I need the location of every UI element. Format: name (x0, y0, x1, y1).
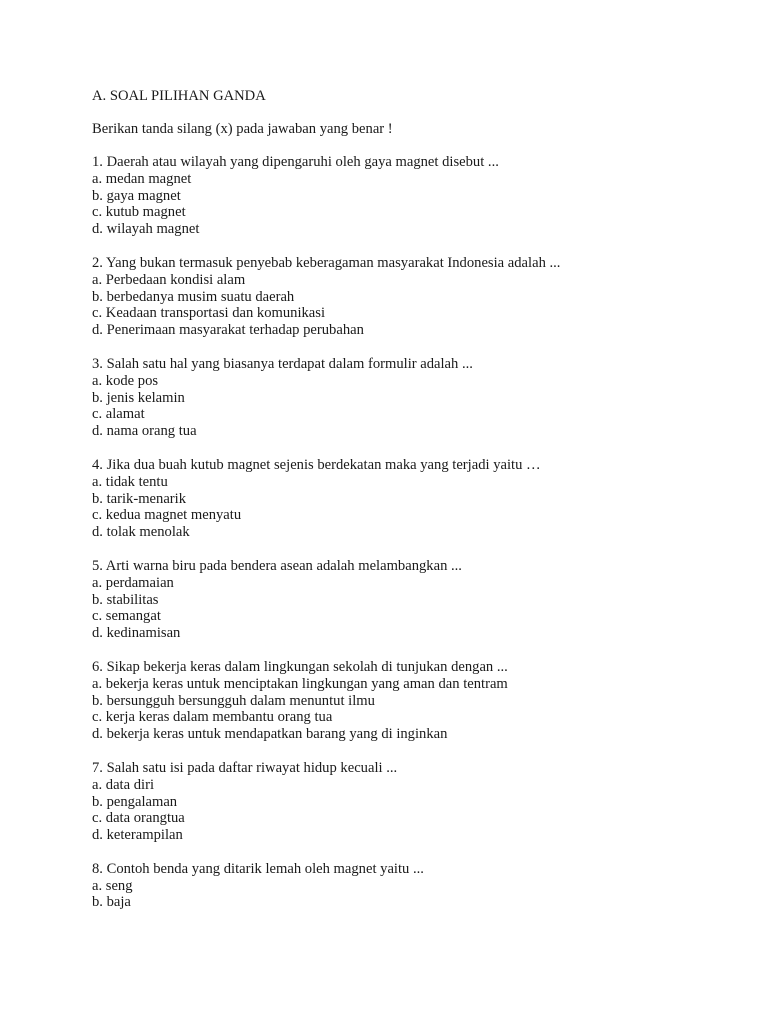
option-b: b. baja (92, 894, 131, 911)
question-7 (92, 760, 732, 844)
option-a: a. Perbedaan kondisi alam (92, 271, 246, 288)
option-a: a. medan magnet (92, 170, 192, 187)
question-text: 2. Yang bukan termasuk penyebab keberagaman masyarakat Indonesia adalah ... (92, 254, 561, 271)
question-text: 6. Sikap bekerja keras dalam lingkungan sekolah di tunjukan dengan ... (92, 658, 508, 675)
question-2 (92, 255, 732, 339)
option-c: c. kerja keras dalam membantu orang tua (92, 709, 333, 726)
option-d: d. kedinamisan (92, 625, 181, 642)
question-text: 3. Salah satu hal yang biasanya terdapat dalam formulir adalah ... (92, 355, 473, 372)
section-title: A. SOAL PILIHAN GANDA (92, 88, 266, 104)
option-b: b. pengalaman (92, 793, 178, 810)
option-d: d. tolak menolak (92, 524, 190, 541)
question-text: 8. Contoh benda yang ditarik lemah oleh magnet yaitu ... (92, 860, 424, 877)
option-b: b. stabilitas (92, 591, 159, 608)
question-4 (92, 457, 732, 541)
question-8 (92, 861, 732, 911)
option-c: c. kedua magnet menyatu (92, 507, 242, 524)
option-d: d. nama orang tua (92, 423, 197, 440)
option-d: d. keterampilan (92, 827, 183, 844)
option-a: a. kode pos (92, 372, 159, 389)
option-b: b. tarik-menarik (92, 490, 187, 507)
document-page (92, 88, 732, 928)
question-text: 5. Arti warna biru pada bendera asean adalah melambangkan ... (92, 557, 462, 574)
question-list (92, 154, 732, 911)
option-a: a. tidak tentu (92, 473, 168, 490)
option-c: c. semangat (92, 608, 161, 625)
option-c: c. kutub magnet (92, 204, 186, 221)
option-a: a. perdamaian (92, 574, 174, 591)
question-text: 4. Jika dua buah kutub magnet sejenis berdekatan maka yang terjadi yaitu … (92, 456, 541, 473)
option-a: a. bekerja keras untuk menciptakan lingkungan yang aman dan tentram (92, 675, 508, 692)
question-text: 7. Salah satu isi pada daftar riwayat hidup kecuali ... (92, 759, 398, 776)
question-5 (92, 558, 732, 642)
instruction-text: Berikan tanda silang (x) pada jawaban yang benar ! (92, 121, 393, 137)
option-a: a. data diri (92, 776, 154, 793)
option-c: c. data orangtua (92, 810, 185, 827)
question-3 (92, 356, 732, 440)
option-c: c. alamat (92, 406, 145, 423)
option-c: c. Keadaan transportasi dan komunikasi (92, 305, 326, 322)
question-6 (92, 659, 732, 743)
option-d: d. bekerja keras untuk mendapatkan barang yang di inginkan (92, 726, 448, 743)
option-b: b. jenis kelamin (92, 389, 185, 406)
option-d: d. Penerimaan masyarakat terhadap perubahan (92, 322, 364, 339)
option-b: b. berbedanya musim suatu daerah (92, 288, 295, 305)
option-a: a. seng (92, 877, 133, 894)
question-text: 1. Daerah atau wilayah yang dipengaruhi oleh gaya magnet disebut ... (92, 154, 499, 170)
question-1 (92, 154, 732, 238)
option-b: b. bersungguh bersungguh dalam menuntut ilmu (92, 692, 375, 709)
option-d: d. wilayah magnet (92, 221, 200, 238)
option-b: b. gaya magnet (92, 187, 181, 204)
